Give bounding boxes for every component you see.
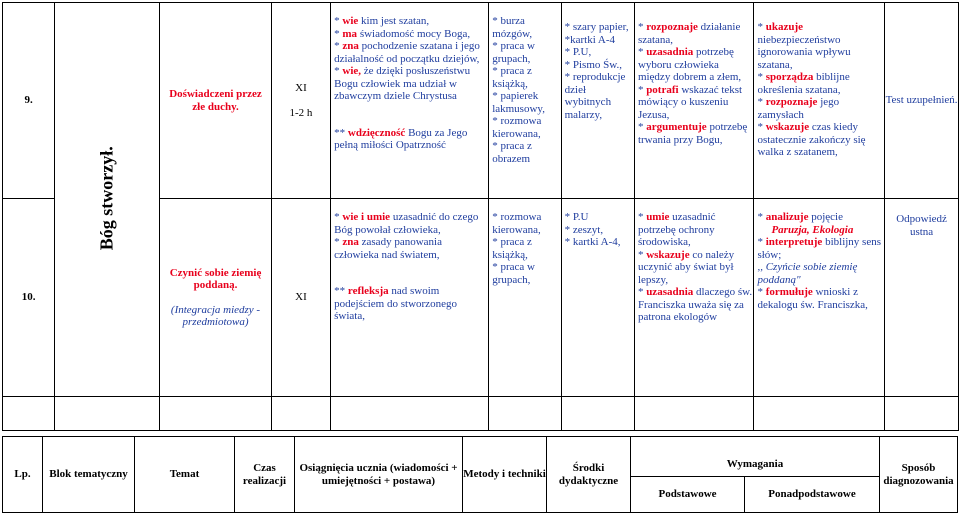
achievements-10 [331, 199, 489, 397]
extended-achievement: ** wdzięczność Bogu za Jego pełną miłości Opatrzność [334, 126, 468, 151]
hours-10: XI [271, 199, 330, 397]
means-item: * zeszyt, [564, 223, 604, 236]
header-lp: Lp. [3, 437, 43, 513]
requirement-item: * wskazuje co należy uczynić aby świat był lepszy, [637, 248, 735, 286]
means-item: * P.U, [564, 46, 592, 58]
topic-title-10: Czynić sobie ziemię poddaną. [169, 266, 262, 291]
header-ponadpodstawowe: Ponadpodstawowe [745, 477, 880, 513]
means-9 [561, 3, 634, 199]
requirement-item: * ukazuje niebezpieczeństwo ignorowania wpływu szatana, [757, 21, 851, 71]
topic-note-10: (Integracja miedzy - przedmiotowa) [170, 303, 261, 328]
method-item: * papierek lakmusowy, [492, 90, 545, 115]
header-srodki: Środki dydaktyczne [547, 437, 631, 513]
unit-label: Bóg stworzył. [96, 146, 117, 250]
requirement-item: * uzasadnia potrzebę wyboru człowieka między dobrem a złem, [637, 46, 742, 83]
means-item: * Pismo Św., [564, 58, 622, 71]
method-item: * praca z obrazem [492, 140, 532, 165]
plan-table [2, 2, 959, 431]
achievement-item: * wie kim jest szatan, [334, 15, 430, 27]
assessment-9: Test uzupełnień. [885, 3, 959, 199]
method-item: * rozmowa kierowana, [492, 115, 542, 140]
means-item: * P.U [564, 211, 589, 223]
method-item: * burza mózgów, [492, 15, 533, 40]
requirement-quote: ,, Czyńcie sobie ziemię poddaną" [757, 261, 858, 286]
requirement-item: * argumentuje potrzebę trwania przy Bogu, [637, 121, 748, 146]
header-czas: Czas realizacji [235, 437, 295, 513]
header-podstawowe: Podstawowe [631, 477, 745, 513]
requirement-item: * rozpoznaje jego zamysłach [757, 96, 840, 121]
hours-9: XI 1-2 h [271, 3, 330, 199]
row-number-10: 10. [3, 199, 55, 397]
header-osiagniecia: Osiągnięcia ucznia (wiadomości + umiejętności + postawa) [295, 437, 463, 513]
requirement-terms: Paruzja, Ekologia [771, 223, 854, 236]
achievement-item: * ma świadomość mocy Boga, [334, 27, 471, 40]
column-headers [2, 436, 958, 513]
requirement-item: * sporządza biblijne określenia szatana, [757, 71, 850, 96]
advanced-requirements-10 [754, 199, 885, 397]
requirement-item: * analizuje pojęcie [757, 211, 843, 223]
extended-achievement: ** refleksja nad swoim podejściem do stworzonego świata, [334, 285, 457, 322]
requirement-item: * uzasadnia dlaczego św. Franciszka uważa się za patrona ekologów [637, 286, 753, 323]
requirement-item: * wskazuje czas kiedy ostatecznie zakończy się walka z szatanem, [757, 121, 866, 158]
method-item: * praca w grupach, [492, 40, 535, 65]
topic-10 [160, 199, 272, 397]
topic-9 [160, 3, 272, 199]
achievement-item: * zna zasady panowania człowieka nad światem, [334, 236, 442, 261]
means-item: * reprodukcje dzieł wybitnych malarzy, [564, 71, 626, 121]
requirement-item: * umie uzasadnić potrzebę ochrony środowiska, [637, 211, 716, 248]
method-item: * rozmowa kierowana, [492, 211, 542, 236]
method-item: * praca z książką, [492, 236, 532, 261]
header-wymagania: Wymagania [631, 437, 880, 477]
methods-9 [489, 3, 561, 199]
method-item: * praca z książką, [492, 65, 532, 90]
means-10 [561, 199, 634, 397]
header-temat: Temat [135, 437, 235, 513]
requirement-item: * potrafi wskazać tekst mówiący o kuszeniu Jezusa, [637, 83, 743, 121]
topic-title-9: Doświadczeni przez złe duchy. [169, 88, 262, 113]
table-row-9 [3, 3, 959, 199]
achievement-item: * zna pochodzenie szatana i jego działalność od początku dziejów, [334, 40, 480, 65]
achievements-9 [331, 3, 489, 199]
row-number-9: 9. [3, 3, 55, 199]
basic-requirements-9 [634, 3, 754, 199]
spacer-row [3, 397, 959, 431]
means-item: * kartki A-4, [564, 236, 621, 248]
requirement-item: * formułuje wnioski z dekalogu św. Franciszka, [757, 286, 868, 311]
means-item: * szary papier, [564, 21, 629, 33]
header-sposob: Sposób diagnozowania [880, 437, 958, 513]
advanced-requirements-9 [754, 3, 885, 199]
requirement-item: * rozpoznaje działanie szatana, [637, 21, 741, 46]
achievement-item: * wie i umie uzasadnić do czego Bóg powołał człowieka, [334, 211, 479, 236]
header-blok: Blok tematyczny [43, 437, 135, 513]
method-item: * praca w grupach, [492, 261, 535, 286]
methods-10 [489, 199, 561, 397]
means-item: *kartki A-4 [564, 33, 616, 46]
achievement-list-9 [334, 15, 488, 152]
unit-label-cell [55, 3, 160, 397]
basic-requirements-10 [634, 199, 754, 397]
header-metody: Metody i techniki [463, 437, 547, 513]
assessment-10: Odpowiedź ustna [885, 199, 959, 397]
achievement-item: * wie, że dzięki posłuszeństwu Bogu człowiek ma udział w zbawczym dziele Chrystusa [334, 65, 471, 102]
requirement-item: * interpretuje biblijny sens słów; [757, 236, 881, 261]
